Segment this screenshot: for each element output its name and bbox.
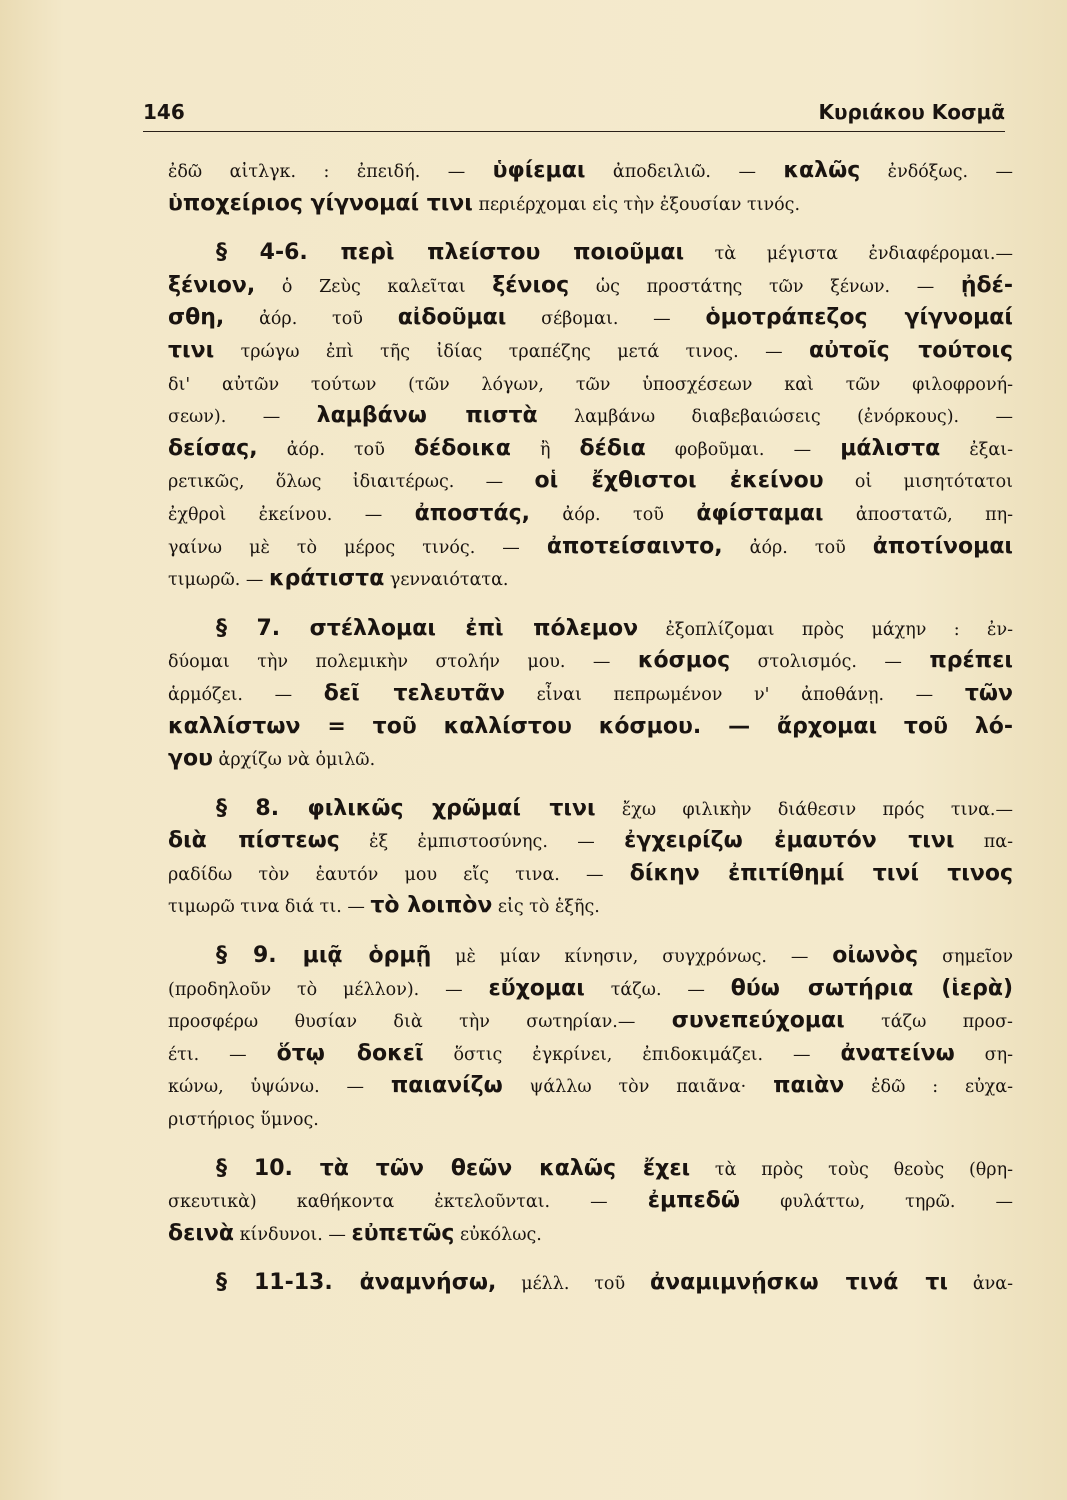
headword: § 9. μιᾷ ὁρμῇ (216, 943, 432, 969)
gloss-text: ψάλλω τὸν παιᾶνα· (502, 1077, 774, 1098)
headword: καλῶς (783, 158, 861, 183)
headword: μάλιστα (840, 435, 941, 461)
headword: δέδοικα (413, 435, 511, 461)
text-line (168, 1267, 1013, 1300)
gloss-text: ὅστις ἐγκρίνει, ἐπιδοκιμάζει. — (423, 1044, 841, 1065)
gloss-text: ρετικῶς, ὅλως ἰδιαιτέρως. — (168, 472, 535, 493)
headword: ᾐδέ- (960, 272, 1014, 298)
gloss-text: τὰ πρὸς τοὺς θεοὺς (θρη- (690, 1159, 1013, 1180)
text-line (168, 270, 1013, 303)
text-line (168, 302, 1013, 335)
gloss-text: ἐδῶ αἰτλγκ. : ἐπειδή. — (168, 162, 493, 182)
headword: αὐτοῖς τούτοις (808, 337, 1013, 363)
headword: ὑποχείριος γίγνομαί τινι (168, 190, 473, 216)
headword: § 8. φιλικῶς χρῶμαί τινι (216, 795, 596, 821)
gloss-text: ριστήριος ὕμνος. (168, 1110, 319, 1131)
gloss-text: σκευτικὰ) καθήκοντα ἐκτελοῦνται. — (168, 1192, 648, 1213)
headword: δέδια (579, 435, 646, 461)
gloss-text: ὁ Ζεὺς καλεῖται (255, 276, 493, 297)
text-line (168, 1070, 1013, 1103)
text-line (168, 1103, 1013, 1136)
headword: ἐγχειρίζω ἐμαυτόν τινι (624, 828, 955, 854)
gloss-text: ἀόρ. τοῦ (257, 439, 414, 460)
headword: αἰδοῦμαι (397, 305, 507, 331)
headword: § 10. τὰ τῶν θεῶν καλῶς ἔχει (216, 1155, 691, 1181)
gloss-text: μέλλ. τοῦ (496, 1274, 650, 1295)
text-line (168, 1038, 1013, 1071)
gloss-text: ἐξοπλίζομαι πρὸς μάχην : ἐν- (638, 619, 1013, 640)
text-line (168, 1153, 1013, 1186)
headword: ἀναμιμνῄσκω τινά τι (649, 1270, 948, 1296)
gloss-text: κώνω, ὑψώνω. — (168, 1077, 391, 1098)
text-line (168, 825, 1013, 858)
gloss-text: στολισμός. — (730, 652, 930, 673)
headword: θύω σωτήρια (ἱερὰ) (730, 975, 1014, 1001)
gloss-text: ἀρχίζω νὰ ὁμιλῶ. (212, 750, 376, 771)
headword: τὸ λοιπὸν (370, 893, 493, 919)
headword: τῶν (964, 680, 1013, 706)
gloss-text: ἔχω φιλικὴν διάθεσιν πρός τινα.— (595, 799, 1013, 820)
text-line (168, 858, 1013, 891)
gloss-text: δι' αὐτῶν τούτων (τῶν λόγων, τῶν ὑποσχέσεων καὶ τῶν φιλοφρονή- (168, 374, 1013, 395)
headword: δίκην ἐπιτίθημί τινί τινος (629, 860, 1013, 886)
gloss-text: τάζω. — (584, 979, 731, 1000)
text-line (168, 563, 1013, 596)
headword: δείσας, (168, 435, 258, 461)
text-line (168, 1218, 1013, 1251)
headword: ἀποτίνομαι (872, 533, 1013, 559)
headword: λαμβάνω πιστὰ (316, 403, 538, 429)
gloss-text: ἐνδόξως. — (860, 162, 1014, 182)
headword: σθη, (168, 305, 225, 331)
headword: ἐμπεδῶ (647, 1188, 741, 1214)
gloss-text: δύομαι τὴν πολεμικὴν στολήν μου. — (168, 652, 638, 673)
text-line (168, 155, 1013, 188)
gloss-text: ση- (954, 1044, 1013, 1065)
page-header (143, 100, 1005, 132)
headword: ἀνατείνω (840, 1040, 955, 1066)
gloss-text: ἀποδειλιῶ. — (585, 162, 784, 182)
gloss-text: ἀποστατῶ, πη- (823, 504, 1014, 525)
gloss-text: γενναιότατα. (384, 570, 509, 591)
headword: ἀποτείσαιντο, (546, 533, 723, 559)
headword: ὅτῳ δοκεῖ (276, 1040, 424, 1066)
text-line (168, 1005, 1013, 1038)
gloss-text: γαίνω μὲ τὸ μέρος τινός. — (168, 537, 547, 558)
gloss-text: ἐξαι- (940, 439, 1013, 460)
gloss-text: φυλάττω, τηρῶ. — (740, 1192, 1013, 1213)
headword: ὑφίεμαι (492, 158, 586, 183)
header-rule (143, 131, 1005, 132)
text-line (168, 678, 1013, 711)
headword: πρέπει (929, 648, 1014, 674)
headword: εὔχομαι (488, 975, 585, 1001)
text-line (168, 531, 1013, 564)
headword: ἀποστάς, (414, 500, 530, 526)
gloss-text: μὲ μίαν κίνησιν, συγχρόνως. — (431, 947, 833, 968)
gloss-text: λαμβάνω διαβεβαιώσεις (ἐνόρκους). — (537, 407, 1014, 428)
gloss-text: (προδηλοῦν τὸ μέλλον). — (168, 979, 489, 1000)
headword: εὐπετῶς (351, 1220, 455, 1246)
gloss-text: τιμωρῶ τινα διά τι. — (168, 897, 371, 918)
text-line (168, 1185, 1013, 1218)
headword: παιὰν (773, 1073, 845, 1099)
page-number: 146 (143, 100, 185, 124)
gloss-text: ἀόρ. τοῦ (722, 537, 873, 558)
running-head: Κυριάκου Κοσμᾶ (818, 100, 1005, 124)
gloss-text: κίνδυνοι. — (234, 1224, 352, 1245)
text-line (168, 368, 1013, 401)
text-line (168, 743, 1013, 776)
gloss-text: ἢ (510, 439, 580, 460)
gloss-text: περιέρχομαι εἰς τὴν ἐξουσίαν τινός. (472, 194, 801, 215)
gloss-text: έτι. — (168, 1044, 277, 1065)
gloss-text: ὡς προστάτης τῶν ξένων. — (569, 276, 961, 297)
gloss-text: ἀόρ. τοῦ (224, 309, 398, 330)
headword: δεῖ τελευτᾶν (323, 680, 505, 706)
gloss-text: ἀνα- (947, 1274, 1014, 1295)
text-line (168, 793, 1013, 826)
gloss-text: σημεῖον (918, 947, 1014, 968)
gloss-text: ἁρμόζει. — (168, 684, 324, 705)
headword: δεινὰ (168, 1220, 235, 1246)
headword: καλλίστων = τοῦ καλλίστου κόσμου. — ἄρχομαι τοῦ λό- (168, 713, 1013, 739)
text-line (168, 237, 1013, 270)
gloss-text: ἐχθροὶ ἐκείνου. — (168, 504, 415, 525)
gloss-text: ραδίδω τὸν ἑαυτόν μου εἴς τινα. — (168, 864, 630, 885)
text-line (168, 645, 1013, 678)
gloss-text: σεων). — (168, 407, 317, 428)
gloss-text: τιμωρῶ. — (168, 570, 269, 591)
gloss-text: προσφέρω θυσίαν διὰ τὴν σωτηρίαν.— (168, 1012, 672, 1033)
text-line (168, 613, 1013, 646)
headword: συνεπεύχομαι (671, 1008, 845, 1034)
gloss-text: σέβομαι. — (506, 309, 706, 330)
gloss-text: εἶναι πεπρωμένον ν' ἀποθάνῃ. — (504, 684, 965, 705)
headword: παιανίζω (390, 1073, 503, 1099)
headword: ξένιον, (168, 272, 256, 298)
text-line (168, 973, 1013, 1006)
text-line (168, 335, 1013, 368)
headword: κράτιστα (268, 566, 385, 592)
headword: οἱ ἔχθιστοι ἐκείνου (534, 468, 824, 494)
gloss-text: εἰς τὸ ἑξῆς. (492, 897, 600, 918)
headword: § 4-6. περὶ πλείστου ποιοῦμαι (216, 240, 685, 266)
headword: διὰ πίστεως (168, 828, 340, 854)
headword: ὁμοτράπεζος γίγνομαί (705, 305, 1013, 331)
body-text (168, 155, 1013, 1300)
headword: οἰωνὸς (832, 943, 919, 969)
headword: § 11-13. ἀναμνήσω, (216, 1270, 497, 1296)
text-line (168, 890, 1013, 923)
text-line (168, 711, 1013, 744)
gloss-text: ἐξ ἐμπιστοσύνης. — (339, 832, 625, 853)
headword: § 7. στέλλομαι ἐπὶ πόλεμον (216, 615, 639, 641)
text-line (168, 940, 1013, 973)
text-line (168, 188, 1013, 221)
text-line (168, 400, 1013, 433)
headword: ξένιος (492, 272, 570, 298)
text-line (168, 433, 1013, 466)
gloss-text: τὰ μέγιστα ἐνδιαφέρομαι.— (684, 244, 1013, 265)
gloss-text: ἐδῶ : εὐχα- (844, 1077, 1013, 1098)
gloss-text: οἱ μισητότατοι (823, 472, 1014, 493)
gloss-text: τρώγω ἐπὶ τῆς ἰδίας τραπέζης μετά τινος. — (214, 341, 809, 362)
headword: γου (168, 746, 213, 772)
gloss-text: ἀόρ. τοῦ (529, 504, 697, 525)
text-line (168, 498, 1013, 531)
headword: κόσμος (637, 648, 731, 674)
gloss-text: φοβοῦμαι. — (645, 439, 841, 460)
gloss-text: πα- (954, 832, 1013, 853)
headword: τινι (168, 337, 215, 363)
headword: ἀφίσταμαι (696, 500, 824, 526)
gloss-text: εὐκόλως. (454, 1224, 542, 1245)
text-line (168, 465, 1013, 498)
gloss-text: τάζω προσ- (844, 1012, 1013, 1033)
